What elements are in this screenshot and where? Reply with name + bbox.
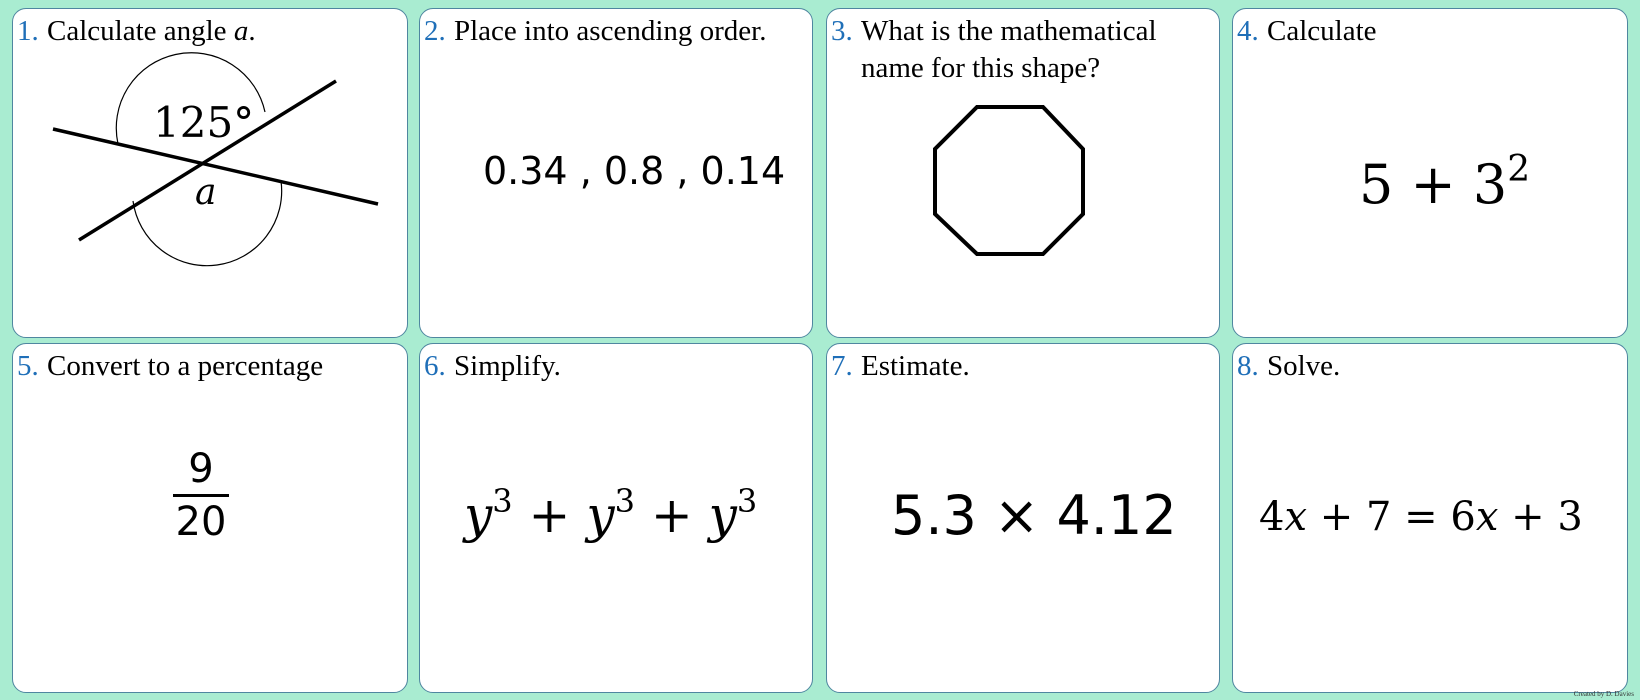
question-card-1 bbox=[12, 8, 408, 338]
question-card-7 bbox=[826, 343, 1220, 693]
fraction bbox=[173, 446, 229, 545]
question-prompt: Convert to a percentage bbox=[47, 350, 324, 382]
question-card-4 bbox=[1232, 8, 1628, 338]
angle-label-125: 125° bbox=[153, 98, 255, 147]
question-card-3 bbox=[826, 8, 1220, 338]
power-expression: $5 + 3^2$ bbox=[1359, 149, 1531, 216]
fraction-bar bbox=[173, 494, 229, 497]
author-credit: Created by D. Davies bbox=[1573, 690, 1634, 698]
multiplication-expression: 5.3 × 4.12 bbox=[891, 484, 1177, 547]
question-header bbox=[424, 13, 766, 50]
question-header bbox=[17, 348, 323, 385]
question-prompt: Solve. bbox=[1267, 350, 1341, 382]
intersecting-lines-diagram bbox=[13, 9, 408, 338]
angle-label-a: a bbox=[195, 172, 217, 213]
question-header bbox=[424, 348, 561, 385]
question-prompt: Calculate bbox=[1267, 15, 1377, 47]
question-number: 8. bbox=[1237, 350, 1259, 382]
question-number: 6. bbox=[424, 350, 446, 382]
question-header bbox=[1237, 13, 1377, 50]
question-number: 1. bbox=[17, 15, 39, 47]
question-header bbox=[1237, 348, 1340, 385]
question-number: 4. bbox=[1237, 15, 1259, 47]
question-card-2 bbox=[419, 8, 813, 338]
question-prompt: Estimate. bbox=[861, 350, 970, 382]
linear-equation: 4x + 7 = 6x + 3 bbox=[1259, 494, 1583, 540]
question-prompt: Calculate angle a. bbox=[47, 15, 256, 47]
decimal-list: 0.34 , 0.8 , 0.14 bbox=[483, 149, 786, 193]
denominator: 20 bbox=[175, 499, 227, 545]
question-card-5 bbox=[12, 343, 408, 693]
algebraic-sum: $y^3 + y^3 + y^3$ bbox=[464, 482, 758, 544]
question-card-6 bbox=[419, 343, 813, 693]
question-prompt: Place into ascending order. bbox=[454, 15, 767, 47]
question-prompt: What is the mathematical name for this shape? bbox=[861, 15, 1157, 84]
question-card-8 bbox=[1232, 343, 1628, 693]
question-number: 5. bbox=[17, 350, 39, 382]
question-header bbox=[831, 348, 970, 385]
question-prompt: Simplify. bbox=[454, 350, 561, 382]
question-number: 7. bbox=[831, 350, 853, 382]
octagon-shape bbox=[827, 9, 1220, 338]
question-number: 3. bbox=[831, 15, 853, 47]
question-number: 2. bbox=[424, 15, 446, 47]
numerator: 9 bbox=[188, 446, 214, 492]
